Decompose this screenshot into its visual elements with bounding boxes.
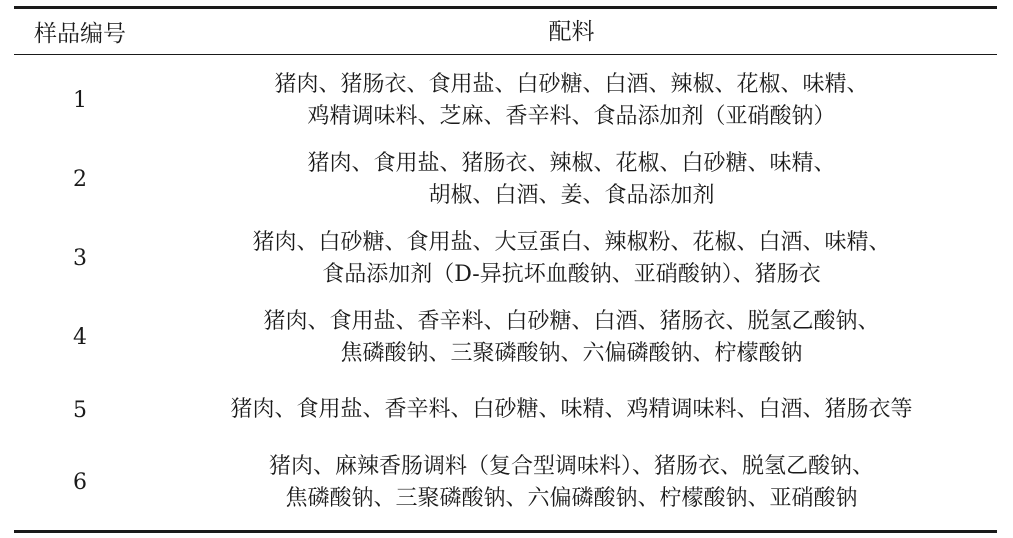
table-header-row [14,9,997,54]
ingredients-cell [146,227,997,291]
table-row [14,377,997,443]
header-ingredients: 配料 [548,18,595,45]
table-row [14,219,997,298]
ingredients-line: 猪肉、食用盐、香辛料、白砂糖、白酒、猪肠衣、脱氢乙酸钠、 [263,308,880,334]
sample-id: 3 [73,246,87,271]
table-row [14,298,997,377]
header-sample-no: 样品编号 [34,21,126,47]
ingredients-cell [146,148,997,212]
ingredients-cell [146,451,997,515]
ingredients-line: 猪肉、白砂糖、食用盐、大豆蛋白、辣椒粉、花椒、白酒、味精、 [252,229,891,255]
ingredients-cell [146,306,997,370]
ingredients-cell [146,69,997,133]
table-row [14,61,997,140]
ingredients-line: 鸡精调味料、芝麻、香辛料、食品添加剂（亚硝酸钠） [307,103,836,129]
table-row [14,443,997,522]
sample-id: 5 [73,397,87,423]
ingredients-line: 焦磷酸钠、三聚磷酸钠、六偏磷酸钠、柠檬酸钠、亚硝酸钠 [285,485,858,511]
table-body [14,55,997,530]
ingredients-line: 猪肉、食用盐、香辛料、白砂糖、味精、鸡精调味料、白酒、猪肠衣等 [230,397,913,422]
ingredients-line: 胡椒、白酒、姜、食品添加剂 [428,182,715,208]
ingredients-line: 焦磷酸钠、三聚磷酸钠、六偏磷酸钠、柠檬酸钠 [340,340,803,366]
ingredients-table [14,6,997,533]
sample-id: 4 [73,325,87,350]
sample-id: 6 [73,470,87,495]
bottom-rule [14,530,997,533]
ingredients-line: 猪肉、食用盐、猪肠衣、辣椒、花椒、白砂糖、味精、 [307,150,836,176]
table-row [14,140,997,219]
sample-id: 1 [73,88,87,113]
ingredients-line: 猪肉、麻辣香肠调料（复合型调味料）、猪肠衣、脱氢乙酸钠、 [268,453,874,479]
ingredients-line: 猪肉、猪肠衣、食用盐、白砂糖、白酒、辣椒、花椒、味精、 [274,71,869,97]
ingredients-line: 食品添加剂（D-异抗坏血酸钠、亚硝酸钠）、猪肠衣 [322,261,821,287]
ingredients-cell [146,394,997,426]
sample-id: 2 [73,167,87,192]
